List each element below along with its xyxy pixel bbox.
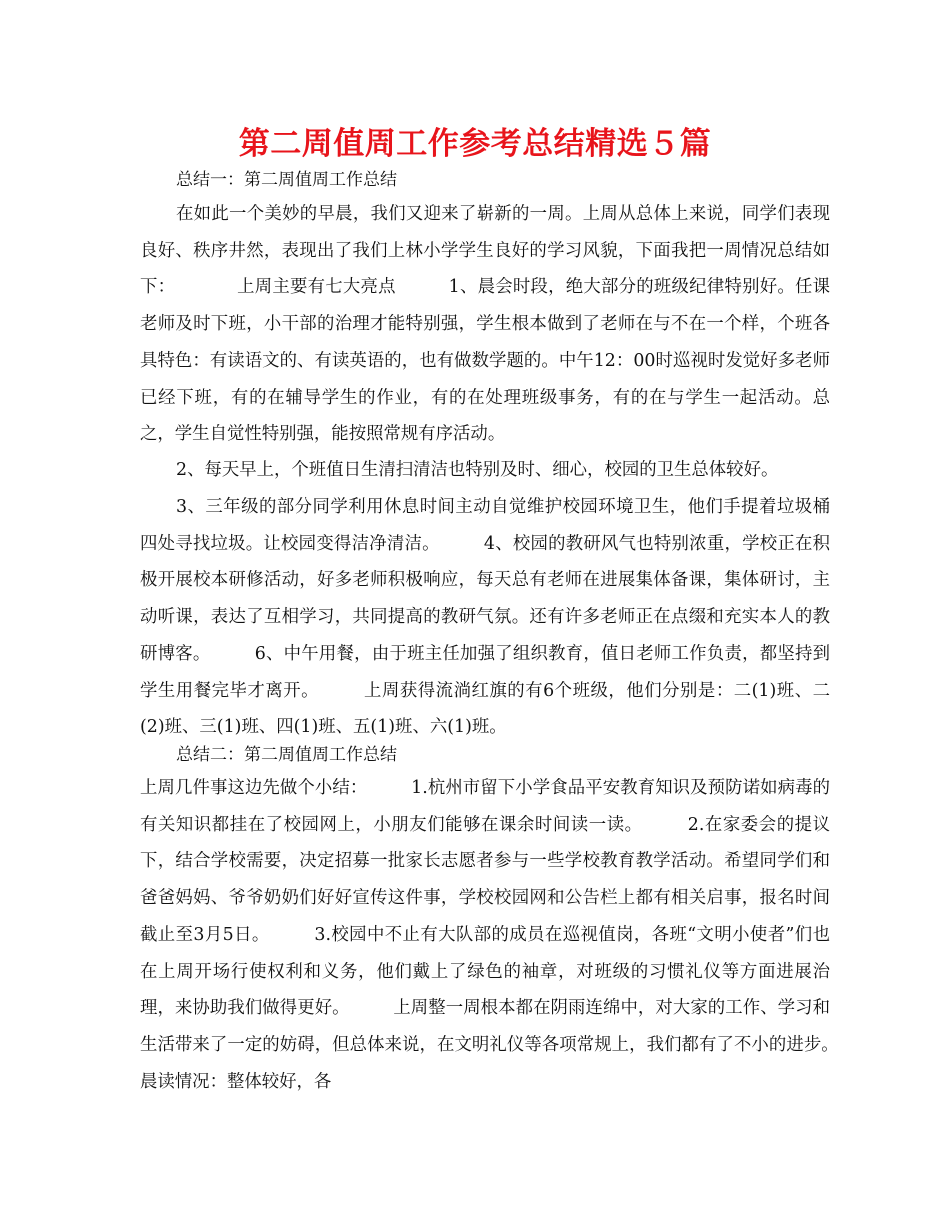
paragraph-3: 3、三年级的部分同学利用休息时间主动自觉维护校园环境卫生，他们手提着垃圾桶四处寻找垃圾。让校园变得洁净清洁。 4、校园的教研风气也特别浓重，学校正在积极开展校本研修活动，好多老师积极响应，每天总有老师在进展集体备课，集体研讨，主动听课，表达了互相学习，共同提高的教研气氛。还有许多老师正在点缀和充实本人的教研博客。 6、中午用餐，由于班主任加强了组织教育，值日老师工作负责，都坚持到学生用餐完毕才离开。 上周获得流淌红旗的有6个班级，他们分别是：二(1)班、二(2)班、三(1)班、四(1)班、五(1)班、六(1)班。	[140, 497, 830, 738]
paragraph-4: 上周几件事这边先做个小结： 1.杭州市留下小学食品平安教育知识及预防诺如病毒的有关知识都挂在了校园网上，小朋友们能够在课余时间读一读。 2.在家委会的提议下，结合学校需要，决定招募一批家长志愿者参与一些学校教育教学活动。希望同学们和爸爸妈妈、爷爷奶奶们好好宣传这件事，学校校园网和公告栏上都有相关启事，报名时间截止至3月5日。 3.校园中不止有大队部的成员在巡视值岗，各班“文明小使者”们也在上周开场行使权利和义务，他们戴上了绿色的袖章，对班级的习惯礼仪等方面进展治理，来协助我们做得更好。 上周整一周根本都在阴雨连绵中，对大家的工作、学习和生活带来了一定的妨碍，但总体来说，在文明礼仪等各项常规上，我们都有了不小的进步。 晨读情况：整体较好，各	[140, 778, 883, 1092]
document-title: 第二周值周工作参考总结精选５篇	[238, 126, 712, 162]
paragraph-2: 2、每天早上，个班值日生清扫清洁也特别及时、细心，校园的卫生总体较好。	[176, 460, 779, 480]
section-heading-2: 总结二：第二周值周工作总结	[176, 745, 397, 765]
section-heading-1: 总结一：第二周值周工作总结	[176, 170, 397, 190]
paragraph-1: 在如此一个美妙的早晨，我们又迎来了崭新的一周。上周从总体上来说，同学们表现良好、秩序井然，表现出了我们上林小学学生良好的学习风貌，下面我把一周情况总结如下： 上周主要有七大亮点 1、晨会时段，绝大部分的班级纪律特别好。任课老师及时下班，小干部的治理才能特别强，学生根本做到了老师在与不在一个样，个班各具特色：有读语文的、有读英语的，也有做数学题的。中午12：00时巡视时发觉好多老师已经下班，有的在辅导学生的作业，有的在处理班级事务，有的在与学生一起活动。总之，学生自觉性特别强，能按照常规有序活动。	[140, 204, 830, 445]
